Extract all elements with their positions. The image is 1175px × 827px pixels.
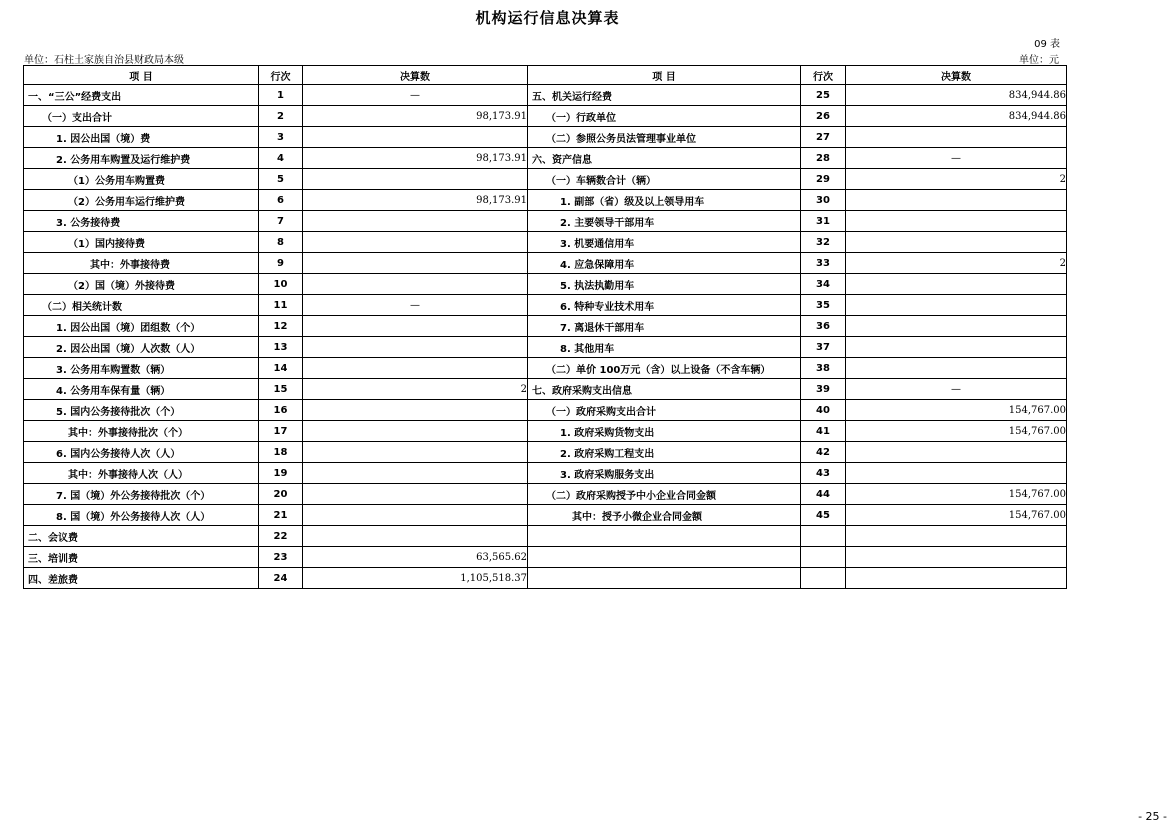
row-amount: [303, 484, 528, 505]
row-amount-right: —: [846, 148, 1067, 169]
row-item: 3. 公务接待费: [24, 211, 259, 232]
row-amount-right: [846, 463, 1067, 484]
row-amount: 98,173.91: [303, 190, 528, 211]
row-item: （2）公务用车运行维护费: [24, 190, 259, 211]
row-number: 3: [259, 127, 303, 148]
row-number: 20: [259, 484, 303, 505]
row-item-right: 2. 主要领导干部用车: [528, 211, 801, 232]
row-item: 其中：外事接待批次（个）: [24, 421, 259, 442]
row-number-right: 41: [801, 421, 846, 442]
row-amount-right: [846, 358, 1067, 379]
row-item: 6. 国内公务接待人次（人）: [24, 442, 259, 463]
row-number-right: 27: [801, 127, 846, 148]
row-number: 2: [259, 106, 303, 127]
header-row-no-right: 行次: [801, 66, 846, 85]
row-number: 1: [259, 85, 303, 106]
row-amount: 98,173.91: [303, 106, 528, 127]
row-amount-right: 834,944.86: [846, 106, 1067, 127]
table-row: [24, 463, 1067, 484]
table-row: [24, 505, 1067, 526]
table-row: [24, 127, 1067, 148]
row-amount-right: 154,767.00: [846, 421, 1067, 442]
row-amount: [303, 400, 528, 421]
row-number: 7: [259, 211, 303, 232]
row-number-right: 34: [801, 274, 846, 295]
row-number: 16: [259, 400, 303, 421]
row-item: 一、“三公”经费支出: [24, 85, 259, 106]
row-amount: [303, 463, 528, 484]
row-amount-right: [846, 190, 1067, 211]
table-row: [24, 337, 1067, 358]
row-number: 4: [259, 148, 303, 169]
row-number-right: 25: [801, 85, 846, 106]
table-row: [24, 232, 1067, 253]
row-number-right: 30: [801, 190, 846, 211]
row-amount: 2: [303, 379, 528, 400]
row-item-right: [528, 568, 801, 589]
row-item-right: 1. 副部（省）级及以上领导用车: [528, 190, 801, 211]
row-item-right: （一）政府采购支出合计: [528, 400, 801, 421]
table-row: [24, 295, 1067, 316]
row-number-right: 36: [801, 316, 846, 337]
table-row: [24, 442, 1067, 463]
row-number: 8: [259, 232, 303, 253]
row-amount: [303, 253, 528, 274]
row-number-right: 39: [801, 379, 846, 400]
row-number: 15: [259, 379, 303, 400]
row-item-right: （二）参照公务员法管理事业单位: [528, 127, 801, 148]
row-number: 12: [259, 316, 303, 337]
row-item: 1. 因公出国（境）费: [24, 127, 259, 148]
row-number: 23: [259, 547, 303, 568]
row-amount-right: 154,767.00: [846, 505, 1067, 526]
row-number-right: 38: [801, 358, 846, 379]
row-amount: [303, 211, 528, 232]
row-item-right: （二）单价 100万元（含）以上设备（不含车辆）: [528, 358, 801, 379]
row-amount-right: [846, 211, 1067, 232]
row-item: 1. 因公出国（境）团组数（个）: [24, 316, 259, 337]
row-number: 10: [259, 274, 303, 295]
row-amount-right: [846, 442, 1067, 463]
row-number: 6: [259, 190, 303, 211]
row-item: 5. 国内公务接待批次（个）: [24, 400, 259, 421]
row-number: 9: [259, 253, 303, 274]
header-item-right: 项 目: [528, 66, 801, 85]
row-amount: [303, 169, 528, 190]
table-row: [24, 421, 1067, 442]
header-amount-right: 决算数: [846, 66, 1067, 85]
row-amount-right: 154,767.00: [846, 484, 1067, 505]
row-amount: 98,173.91: [303, 148, 528, 169]
row-item-right: 4. 应急保障用车: [528, 253, 801, 274]
reporting-unit: 单位：石柱土家族自治县财政局本级: [24, 55, 184, 66]
row-amount: —: [303, 85, 528, 106]
table-row: [24, 190, 1067, 211]
row-amount: [303, 358, 528, 379]
table-row: [24, 169, 1067, 190]
table-row: [24, 568, 1067, 589]
row-item: 2. 因公出国（境）人次数（人）: [24, 337, 259, 358]
row-amount: 1,105,518.37: [303, 568, 528, 589]
row-amount-right: [846, 526, 1067, 547]
table-row: [24, 547, 1067, 568]
table-header-row: [24, 66, 1067, 85]
row-amount: [303, 232, 528, 253]
row-number: 19: [259, 463, 303, 484]
expense-table: [23, 65, 1067, 589]
row-item-right: 1. 政府采购货物支出: [528, 421, 801, 442]
row-number: 21: [259, 505, 303, 526]
row-item-right: （一）车辆数合计（辆）: [528, 169, 801, 190]
page-title: 机构运行信息决算表: [475, 9, 620, 27]
table-row: [24, 379, 1067, 400]
row-number: 14: [259, 358, 303, 379]
row-number-right: 31: [801, 211, 846, 232]
row-item: 四、差旅费: [24, 568, 259, 589]
row-number-right: 33: [801, 253, 846, 274]
row-item: （一）支出合计: [24, 106, 259, 127]
row-item-right: 8. 其他用车: [528, 337, 801, 358]
row-amount-right: 834,944.86: [846, 85, 1067, 106]
row-item: 3. 公务用车购置数（辆）: [24, 358, 259, 379]
row-item-right: [528, 526, 801, 547]
row-amount: [303, 526, 528, 547]
row-number-right: 44: [801, 484, 846, 505]
row-number-right: 37: [801, 337, 846, 358]
row-number-right: 26: [801, 106, 846, 127]
row-item-right: 其中：授予小微企业合同金额: [528, 505, 801, 526]
row-number: 11: [259, 295, 303, 316]
row-item: 7. 国（境）外公务接待批次（个）: [24, 484, 259, 505]
row-item: 其中：外事接待人次（人）: [24, 463, 259, 484]
row-number-right: 45: [801, 505, 846, 526]
row-item: （1）国内接待费: [24, 232, 259, 253]
header-item: 项 目: [24, 66, 259, 85]
row-item: （2）国（境）外接待费: [24, 274, 259, 295]
row-number-right: 43: [801, 463, 846, 484]
row-item: 2. 公务用车购置及运行维护费: [24, 148, 259, 169]
row-amount-right: [846, 337, 1067, 358]
row-item: 其中：外事接待费: [24, 253, 259, 274]
row-number: 5: [259, 169, 303, 190]
row-amount: 63,565.62: [303, 547, 528, 568]
row-amount: [303, 127, 528, 148]
row-item: （1）公务用车购置费: [24, 169, 259, 190]
row-item-right: （一）行政单位: [528, 106, 801, 127]
row-item-right: 2. 政府采购工程支出: [528, 442, 801, 463]
row-amount: —: [303, 295, 528, 316]
row-amount-right: 2: [846, 253, 1067, 274]
row-item-right: 5. 执法执勤用车: [528, 274, 801, 295]
row-item: 三、培训费: [24, 547, 259, 568]
row-number: 13: [259, 337, 303, 358]
row-number: 17: [259, 421, 303, 442]
row-amount-right: [846, 232, 1067, 253]
row-item-right: 六、资产信息: [528, 148, 801, 169]
page-number: - 25 -: [1138, 810, 1167, 823]
row-number: 24: [259, 568, 303, 589]
table-row: [24, 358, 1067, 379]
row-amount-right: [846, 127, 1067, 148]
row-item-right: 3. 政府采购服务支出: [528, 463, 801, 484]
row-amount: [303, 337, 528, 358]
currency-unit: 单位：元: [1019, 55, 1059, 66]
table-row: [24, 400, 1067, 421]
row-item: 二、会议费: [24, 526, 259, 547]
row-number-right: [801, 526, 846, 547]
row-amount: [303, 316, 528, 337]
table-row: [24, 274, 1067, 295]
table-row: [24, 106, 1067, 127]
row-amount-right: —: [846, 379, 1067, 400]
row-number-right: [801, 547, 846, 568]
row-number: 18: [259, 442, 303, 463]
row-amount-right: [846, 568, 1067, 589]
row-item-right: [528, 547, 801, 568]
row-amount-right: [846, 316, 1067, 337]
row-item: （二）相关统计数: [24, 295, 259, 316]
row-amount-right: [846, 274, 1067, 295]
row-amount-right: 154,767.00: [846, 400, 1067, 421]
row-amount-right: [846, 295, 1067, 316]
table-row: [24, 211, 1067, 232]
table-row: [24, 526, 1067, 547]
table-row: [24, 85, 1067, 106]
row-item-right: 6. 特种专业技术用车: [528, 295, 801, 316]
row-number-right: [801, 568, 846, 589]
row-item-right: 7. 离退休干部用车: [528, 316, 801, 337]
row-item: 4. 公务用车保有量（辆）: [24, 379, 259, 400]
row-number-right: 42: [801, 442, 846, 463]
row-item-right: 3. 机要通信用车: [528, 232, 801, 253]
table-row: [24, 484, 1067, 505]
row-amount: [303, 274, 528, 295]
table-row: [24, 253, 1067, 274]
row-item: 8. 国（境）外公务接待人次（人）: [24, 505, 259, 526]
row-number-right: 28: [801, 148, 846, 169]
row-item-right: （二）政府采购授予中小企业合同金额: [528, 484, 801, 505]
row-amount: [303, 505, 528, 526]
row-item-right: 五、机关运行经费: [528, 85, 801, 106]
row-number-right: 35: [801, 295, 846, 316]
header-amount: 决算数: [303, 66, 528, 85]
row-amount: [303, 442, 528, 463]
table-number: 09 表: [1034, 39, 1060, 50]
row-number-right: 40: [801, 400, 846, 421]
row-amount: [303, 421, 528, 442]
row-number-right: 32: [801, 232, 846, 253]
row-number: 22: [259, 526, 303, 547]
row-number-right: 29: [801, 169, 846, 190]
header-row-no: 行次: [259, 66, 303, 85]
table-row: [24, 316, 1067, 337]
table-row: [24, 148, 1067, 169]
row-item-right: 七、政府采购支出信息: [528, 379, 801, 400]
row-amount-right: [846, 547, 1067, 568]
row-amount-right: 2: [846, 169, 1067, 190]
